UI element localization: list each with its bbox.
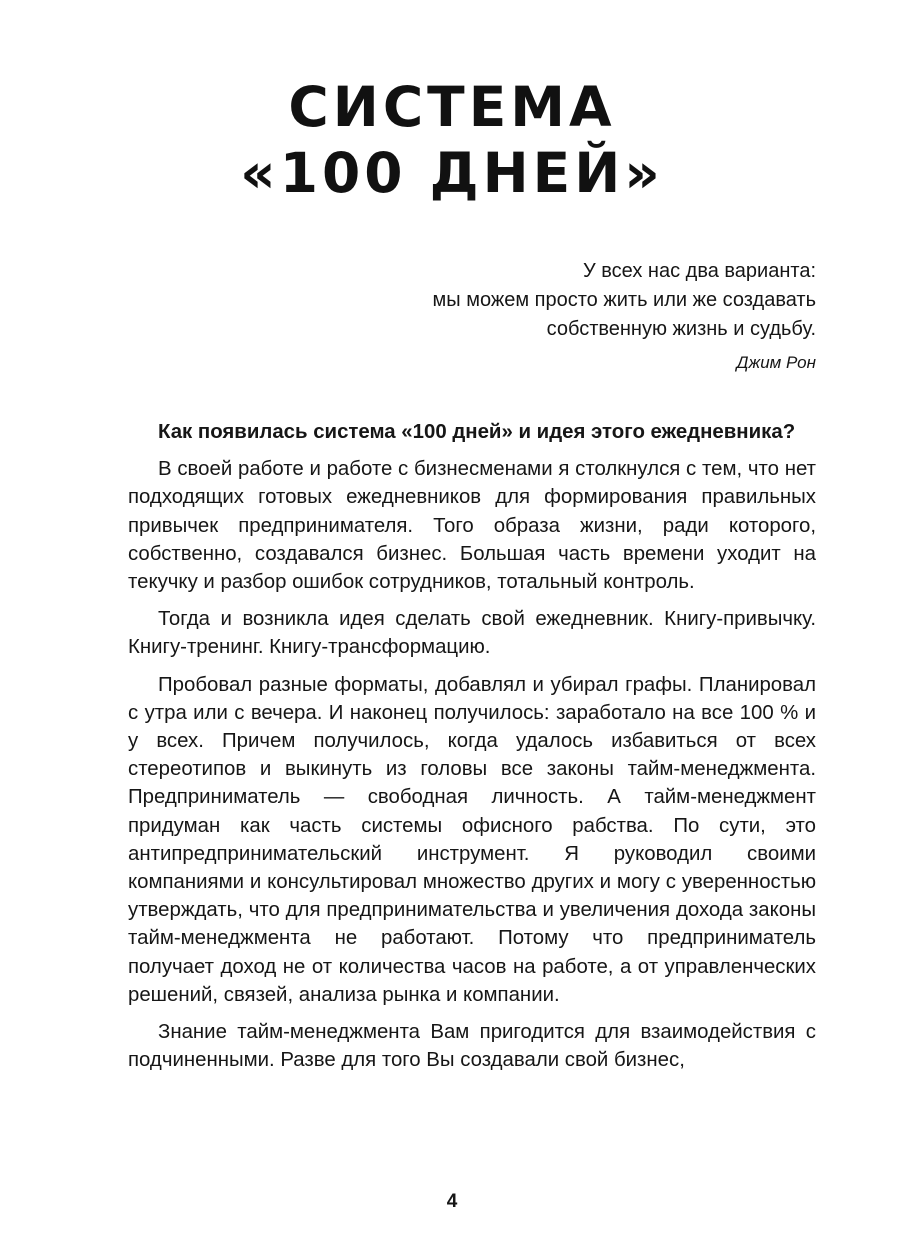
epigraph-line: мы можем просто жить или же создавать bbox=[432, 289, 816, 311]
epigraph-author: Джим Рон bbox=[736, 353, 816, 372]
epigraph bbox=[296, 257, 816, 376]
page-number: 4 bbox=[446, 1191, 458, 1212]
paragraph: Тогда и возникла идея сделать свой ежедневник. Книгу-привычку. Книгу-тренинг. Книгу-трансформацию. bbox=[128, 608, 816, 659]
chapter-title bbox=[0, 74, 904, 206]
epigraph-line: У всех нас два варианта: bbox=[583, 260, 816, 282]
chapter-title-line-1: СИСТЕМА bbox=[288, 75, 616, 139]
chapter-title-line-2: «100 ДНЕЙ» bbox=[240, 141, 664, 205]
body-text bbox=[128, 418, 816, 1083]
paragraph: Знание тайм-менеджмента Вам пригодится для взаимодействия с подчиненными. Разве для того Вы создавали свой бизнес, bbox=[128, 1021, 816, 1072]
section-question: Как появилась система «100 дней» и идея этого ежедневника? bbox=[158, 421, 796, 443]
paragraph: Пробовал разные форматы, добавлял и убирал графы. Планировал с утра или с вечера. И наконец получилось: заработало на все 100 % и у всех. Причем получилось, когда удалось избавиться от всех стереотипов и выкинуть из головы все законы тайм-менеджмента. Предприниматель — свободная личность. А тайм-менеджмент придуман как часть системы офисного рабства. По сути, это антипредпринимательский инструмент. Я руководил своими компаниями и консультировал множество других и могу с уверенностью утверждать, что для предпринимательства и увеличения дохода законы тайм-менеджмента не работают. Потому что предприниматель получает доход не от количества часов на работе, а от управленческих решений, связей, анализа рынка и компании. bbox=[128, 673, 816, 1006]
paragraph: В своей работе и работе с бизнесменами я столкнулся с тем, что нет подходящих готовых ежедневников для формирования правильных привычек предпринимателя. Того образа жизни, ради которого, собственно, создавался бизнес. Большая часть времени уходит на текучку и разбор ошибок сотрудников, тотальный контроль. bbox=[128, 458, 816, 594]
epigraph-line: собственную жизнь и судьбу. bbox=[546, 318, 816, 340]
